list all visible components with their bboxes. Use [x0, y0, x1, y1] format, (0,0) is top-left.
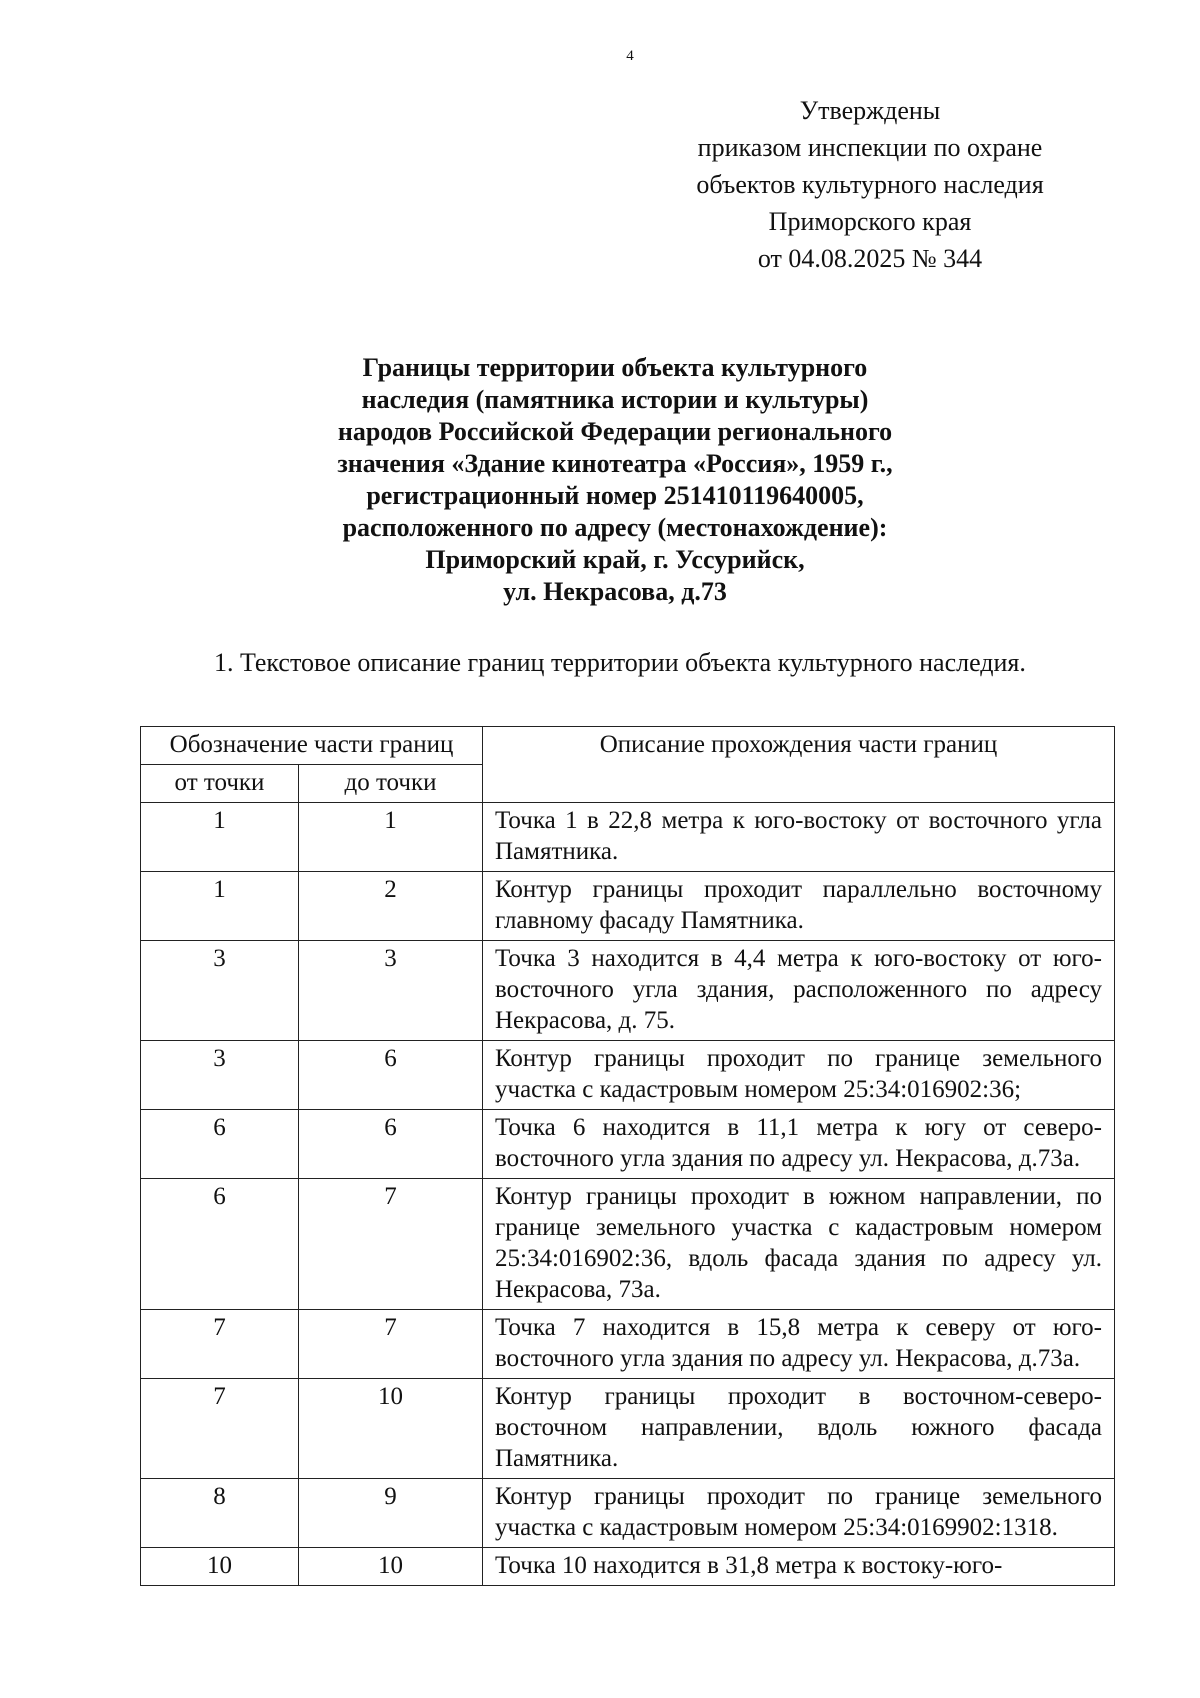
to-point: 10: [299, 1548, 483, 1586]
approval-block: [640, 92, 1100, 277]
header-to-point: до точки: [299, 765, 483, 803]
table-row: [141, 1110, 1115, 1179]
document-title: [260, 352, 970, 608]
approval-line: приказом инспекции по охране: [697, 133, 1043, 162]
title-line: регистрационный номер 251410119640005,: [366, 481, 864, 510]
from-point: 1: [141, 803, 299, 872]
title-line: Границы территории объекта культурного: [362, 353, 868, 382]
from-point: 6: [141, 1110, 299, 1179]
title-line: ул. Некрасова, д.73: [503, 577, 727, 606]
from-point: 7: [141, 1310, 299, 1379]
table-row: [141, 1310, 1115, 1379]
table-row: [141, 872, 1115, 941]
boundary-description: Точка 10 находится в 31,8 метра к востоку-юго-: [483, 1548, 1115, 1586]
title-line: значения «Здание кинотеатра «Россия», 1959 г.,: [337, 449, 893, 478]
table-row: [141, 1041, 1115, 1110]
title-line: расположенного по адресу (местонахождение):: [342, 513, 888, 542]
to-point: 1: [299, 803, 483, 872]
from-point: 6: [141, 1179, 299, 1310]
header-boundary-part: Обозначение части границ: [141, 727, 483, 765]
boundary-description: Точка 6 находится в 11,1 метра к югу от северо-восточного угла здания по адресу ул. Некрасова, д.73а.: [483, 1110, 1115, 1179]
boundary-description: Контур границы проходит параллельно восточному главному фасаду Памятника.: [483, 872, 1115, 941]
boundary-description: Точка 3 находится в 4,4 метра к юго-востоку от юго-восточного угла здания, расположенного по адресу Некрасова, д. 75.: [483, 941, 1115, 1041]
to-point: 7: [299, 1179, 483, 1310]
table-header-row: [141, 727, 1115, 765]
table-row: [141, 1379, 1115, 1479]
to-point: 9: [299, 1479, 483, 1548]
boundary-description: Контур границы проходит по границе земельного участка с кадастровым номером 25:34:016902:36;: [483, 1041, 1115, 1110]
header-description: Описание прохождения части границ: [483, 727, 1115, 803]
from-point: 3: [141, 1041, 299, 1110]
boundary-description: Точка 1 в 22,8 метра к юго-востоку от восточного угла Памятника.: [483, 803, 1115, 872]
table-row: [141, 1548, 1115, 1586]
title-line: наследия (памятника истории и культуры): [361, 385, 869, 414]
title-line: народов Российской Федерации регионального: [337, 417, 893, 446]
from-point: 3: [141, 941, 299, 1041]
from-point: 8: [141, 1479, 299, 1548]
from-point: 7: [141, 1379, 299, 1479]
boundary-description: Контур границы проходит в южном направлении, по границе земельного участка с кадастровым номером 25:34:016902:36, вдоль фасада здания по адресу ул. Некрасова, 73а.: [483, 1179, 1115, 1310]
boundary-description: Контур границы проходит по границе земельного участка с кадастровым номером 25:34:0169902:1318.: [483, 1479, 1115, 1548]
to-point: 2: [299, 872, 483, 941]
boundary-table: [140, 726, 1115, 1586]
table-row: [141, 941, 1115, 1041]
boundary-description: Контур границы проходит в восточном-северо-восточном направлении, вдоль южного фасада Памятника.: [483, 1379, 1115, 1479]
table-row: [141, 803, 1115, 872]
boundary-description: Точка 7 находится в 15,8 метра к северу от юго-восточного угла здания по адресу ул. Некрасова, д.73а.: [483, 1310, 1115, 1379]
title-line: Приморский край, г. Уссурийск,: [425, 545, 805, 574]
approval-line: Приморского края: [768, 207, 972, 236]
to-point: 7: [299, 1310, 483, 1379]
header-from-point: от точки: [141, 765, 299, 803]
to-point: 6: [299, 1110, 483, 1179]
table-row: [141, 1179, 1115, 1310]
page-number: 4: [626, 48, 634, 64]
approval-line: Утверждены: [799, 96, 941, 125]
from-point: 10: [141, 1548, 299, 1586]
to-point: 3: [299, 941, 483, 1041]
section-heading: 1. Текстовое описание границ территории объекта культурного наследия.: [214, 648, 1026, 677]
from-point: 1: [141, 872, 299, 941]
to-point: 10: [299, 1379, 483, 1479]
table-row: [141, 1479, 1115, 1548]
approval-line: от 04.08.2025 № 344: [757, 244, 983, 273]
to-point: 6: [299, 1041, 483, 1110]
approval-line: объектов культурного наследия: [696, 170, 1044, 199]
